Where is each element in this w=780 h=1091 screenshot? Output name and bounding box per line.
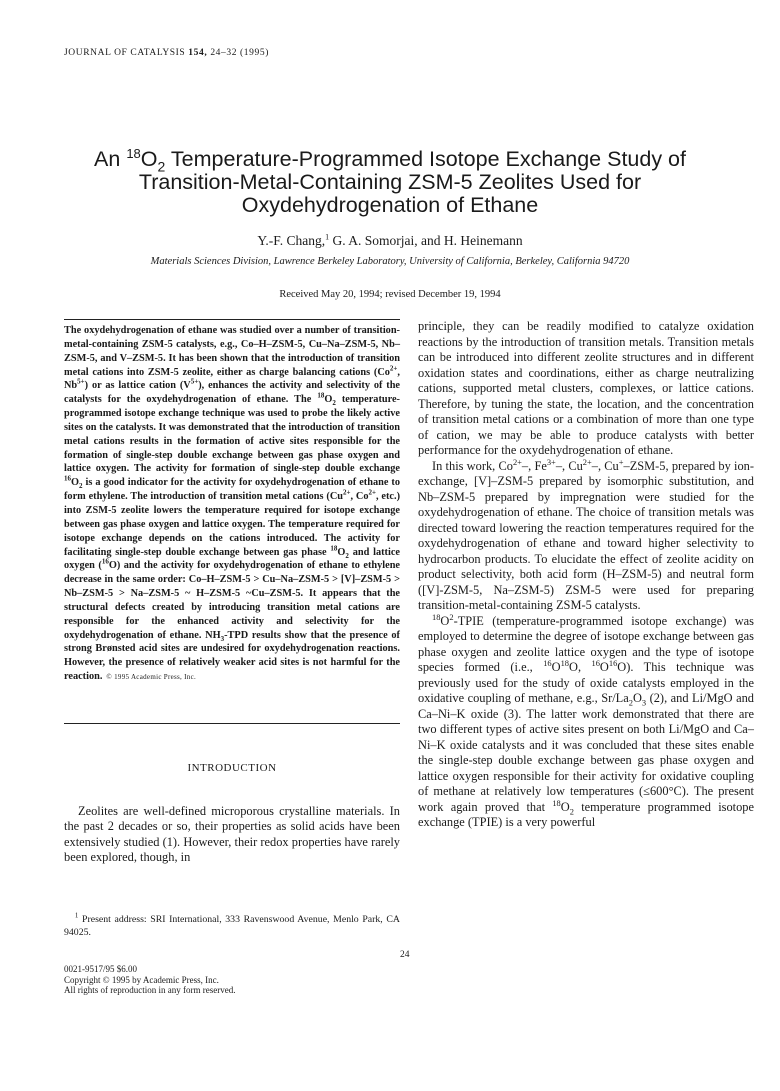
journal-name: JOURNAL OF CATALYSIS xyxy=(64,48,186,58)
journal-header xyxy=(64,48,269,58)
intro-paragraph-1: Zeolites are well-defined microporous crystalline materials. In the past 2 decades or so, their properties as solid acids have been extensively studied (1). However, their redox properties have rarely been explored, though, in xyxy=(64,804,400,864)
article-title xyxy=(40,145,740,217)
title-chem: O xyxy=(140,147,158,171)
page-number: 24 xyxy=(400,950,410,960)
footnote-mark: 1 xyxy=(74,911,79,920)
affiliation: Materials Sciences Division, Lawrence Berkeley Laboratory, University of California, Berkeley, California 94720 xyxy=(150,256,630,267)
issn-price: 0021-9517/95 $6.00 xyxy=(64,964,137,974)
footnote-text: Present address: SRI International, 333 Ravenswood Avenue, Menlo Park, CA 94025. xyxy=(64,914,400,938)
right-column xyxy=(418,319,754,831)
title-line-3: Oxydehydrogenation of Ethane xyxy=(241,193,539,217)
copyright-line: Copyright © 1995 by Academic Press, Inc. xyxy=(64,974,219,985)
title-rest: Temperature-Programmed Isotope Exchange Study of xyxy=(170,147,686,171)
author-1-footnote-mark: 1 xyxy=(325,232,330,242)
right-paragraph-3: $^{18}O^2$-TPIE (temperature-programmed isotope exchange) was employed to determine the degree of isotope exchange between gas phase oxygen and zeolite lattice oxygen and the type of isotope species formed (i.e., $^{16}O^{18}O$, $^{16}O^{16}O$). This technique was previously used for the study of oxide catalysts employed in the oxidative coupling of methane, e.g., $Sr/La_2O_3$ (2), and Li/MgO and Ca–Ni–K oxide (3). The latter work demonstrated that there are two different types of active sites present on both Li/MgO and Ca–Ni–K oxide catalysts and it was concluded that these sites enable the single-step double exchange between gas phase oxygen and lattice oxygen responsible for their activity for oxidative coupling of methane at relatively low temperatures (≤600°C). The present work again proved that $^{18}O_2$ temperature programmed isotope exchange (TPIE) is a very powerful xyxy=(418,611,754,829)
introduction-heading: INTRODUCTION xyxy=(187,762,277,774)
title-line-1 xyxy=(40,145,740,175)
footnote xyxy=(64,911,400,939)
abstract-top-rule xyxy=(64,319,400,320)
copyright-block xyxy=(64,964,364,996)
journal-pages-year: 24–32 (1995) xyxy=(210,48,269,58)
title-isotope-sup: 18 xyxy=(126,145,141,161)
right-paragraph-1: principle, they can be readily modified to catalyze oxidation reactions by the introduction of transition metals. Transition metals can be introduced into different zeolite structures and in different oxidation states and coordinations, either as charge neutralizing cations, supported metal clusters, complexes, or lattice cations. Therefore, by tuning the state, the location, and the concentration of transition metal cations or a combination of more than one type of cation, we may be able to produce catalysts with better performance for the oxydehydrogenation of ethane. xyxy=(418,319,754,457)
author-list xyxy=(40,233,740,249)
right-paragraph-2: In this work, $Co^{2+}-$, $Fe^{3+}-$, $Cu^{2+}-$, Cu+–ZSM-5, prepared by ion-exchange, [V]–ZSM-5 prepared by isomorphic substitution, and Nb–ZSM-5 prepared by impregnation were studied for the oxydehydrogenation of ethane. The choice of transition metals was directed toward lowering the reaction temperatures required for the oxydehydrogenation of ethane and toward higher selectivity to hydrocarbon products. To elucidate the effect of zeolite acidity on product selectivity, both acid form (H–ZSM-5) and neutral form ([V]-ZSM-5, Na–ZSM-5) ZSM-5 were used for preparing transition-metal-containing ZSM-5 catalysts. xyxy=(418,456,754,612)
introduction-left-column xyxy=(64,804,400,865)
title-prefix: An xyxy=(94,147,121,171)
abstract-text: The oxydehydrogenation of ethane was studied over a number of transition-metal-containing ZSM-5 catalysts, e.g., Co–H–ZSM-5, Cu–Na–ZSM-5, Nb–ZSM-5, and V–ZSM-5. It has been shown that the introduction of transition metal cations into ZSM-5 zeolite, either as charge balancing cations ($Co^{2+}$, $Nb^{5+}$) or as lattice cation $(V^{5+})$, enhances the activity and selectivity of the catalysts for the oxydehydrogenation of ethane. The $^{18}O_2$ temperature-programmed isotope exchange technique was used to probe the likely active sites on the catalysts. It was demonstrated that the introduction of transition metal cations results in the formation of active sites responsible for the formation of single-step double exchange between gas phase oxygen and lattice oxygen. The activity for formation of single-step double exchange $^{16}O_2$ is a good indicator for the activity for oxydehydrogenation of ethane to form ethylene. The introduction of transition metal cations ($Cu^{2+}$, $Co^{2+}$, etc.) into ZSM-5 zeolite lowers the temperature required for isotope exchange between gas phase oxygen and lattice oxygen. The temperature required for isotope exchange depends on the cations introduced. The activity for facilitating single-step double exchange between gas phase $^{18}O_2$ and lattice oxygen ($^{16}$O) and the activity for oxydehydrogenation of ethane to ethylene decrease in the same order: Co–H–ZSM-5 > Cu–Na–ZSM-5 > [V]–ZSM-5 > Nb–ZSM-5 > Na–ZSM-5 ~ H–ZSM-5 ~Cu–ZSM-5. It appears that the structural defects created by introducing transition metal cations are responsible for the enhanced activity and selectivity for the oxydehydrogenation of ethane. $NH_3$-TPD results show that the presence of strong Brønsted acid sites are undesired for oxydehydrogenation reactions. However, the presence of relatively weaker acid sites is not harmful for the reaction. xyxy=(64,325,401,683)
abstract-copyright: © 1995 Academic Press, Inc. xyxy=(106,673,197,682)
author-1: Y.-F. Chang, xyxy=(257,233,326,248)
author-rest: G. A. Somorjai, and H. Heinemann xyxy=(332,233,523,248)
title-sub: 2 xyxy=(157,158,166,175)
received-dates: Received May 20, 1994; revised December 19, 1994 xyxy=(279,289,501,300)
journal-volume: 154, xyxy=(188,48,208,58)
abstract xyxy=(64,324,400,685)
rights-line: All rights of reproduction in any form reserved. xyxy=(64,985,236,995)
abstract-bottom-rule xyxy=(64,723,400,724)
title-line-2: Transition-Metal-Containing ZSM-5 Zeolites Used for xyxy=(138,170,642,194)
